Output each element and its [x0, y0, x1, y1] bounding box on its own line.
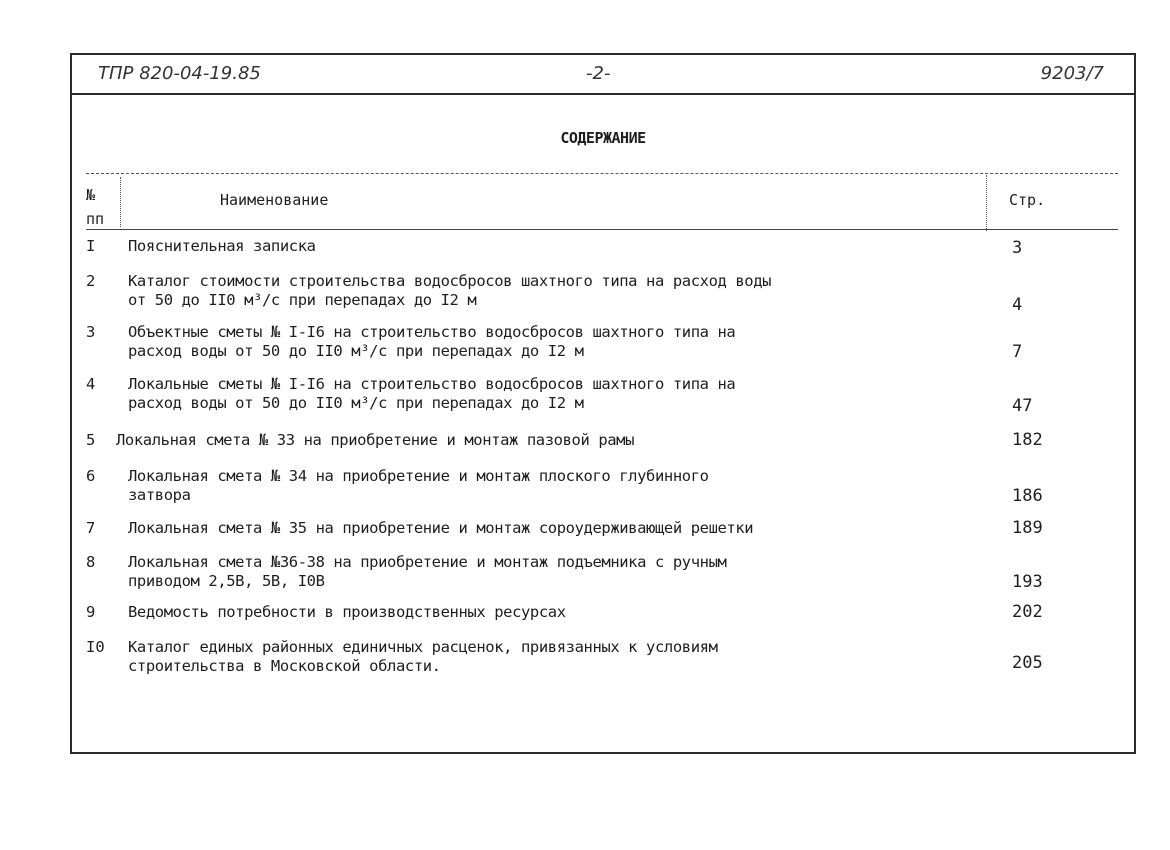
entry-number: 2 [86, 272, 96, 290]
entry-page: 4 [1012, 295, 1023, 315]
entry-number: 3 [86, 323, 96, 341]
entry-number: 9 [86, 603, 96, 621]
entry-number: I [86, 237, 96, 255]
column-header-name: Наименование [220, 191, 329, 209]
entry-number: 6 [86, 467, 96, 485]
entry-title: Ведомость потребности в производственных ресурсах [128, 603, 566, 621]
entry-page: 47 [1012, 396, 1033, 416]
entry-page: 189 [1012, 518, 1043, 538]
entry-page: 202 [1012, 602, 1043, 622]
entry-title: Пояснительная записка [128, 237, 316, 255]
title-block [72, 55, 1134, 95]
entry-title: Каталог стоимости строительства водосбросов шахтного типа на расход воды от 50 до II0 м³/с при перепадах до I2 м [128, 272, 772, 309]
entry-title: Локальная смета № 33 на приобретение и монтаж пазовой рамы [116, 431, 635, 449]
header-bottom-rule [86, 229, 1118, 230]
entry-page: 7 [1012, 342, 1023, 362]
column-header-page: Стр. [1009, 191, 1046, 209]
entry-number: 8 [86, 553, 96, 571]
entry-number: I0 [86, 638, 105, 656]
header-top-rule [86, 173, 1118, 174]
column-divider-num [120, 177, 121, 227]
entry-number: 7 [86, 519, 96, 537]
entry-title: Локальная смета №36-38 на приобретение и монтаж подъемника с ручным приводом 2,5В, 5В, I0В [128, 553, 727, 590]
entry-number: 5 [86, 431, 96, 449]
entry-title: Локальные сметы № I-I6 на строительство водосбросов шахтного типа на расход воды от 50 до II0 м³/с при перепадах до I2 м [128, 375, 736, 412]
document-sheet [70, 53, 1136, 754]
entry-page: 186 [1012, 486, 1043, 506]
column-header-number [86, 183, 116, 231]
column-header-number-line2: пп [86, 210, 105, 228]
column-divider-page [986, 175, 987, 231]
entry-title: Объектные сметы № I-I6 на строительство водосбросов шахтного типа на расход воды от 50 до II0 м³/с при перепадах до I2 м [128, 323, 736, 360]
entry-title: Локальная смета № 35 на приобретение и монтаж сороудерживающей решетки [128, 519, 754, 537]
page-number: -2- [586, 63, 611, 84]
entry-title: Локальная смета № 34 на приобретение и монтаж плоского глубинного затвора [128, 467, 709, 504]
registration-number: 9203/7 [1040, 63, 1104, 84]
document-code: ТПР 820-04-19.85 [98, 63, 261, 84]
entry-number: 4 [86, 375, 96, 393]
entry-page: 3 [1012, 238, 1023, 258]
entry-title: Каталог единых районных единичных расценок, привязанных к условиям строительства в Московской области. [128, 638, 718, 675]
entry-page: 205 [1012, 653, 1043, 673]
entry-page: 182 [1012, 430, 1043, 450]
entry-page: 193 [1012, 572, 1043, 592]
column-header-number-line1: № [86, 186, 96, 204]
page-title: СОДЕРЖАНИЕ [560, 129, 646, 147]
